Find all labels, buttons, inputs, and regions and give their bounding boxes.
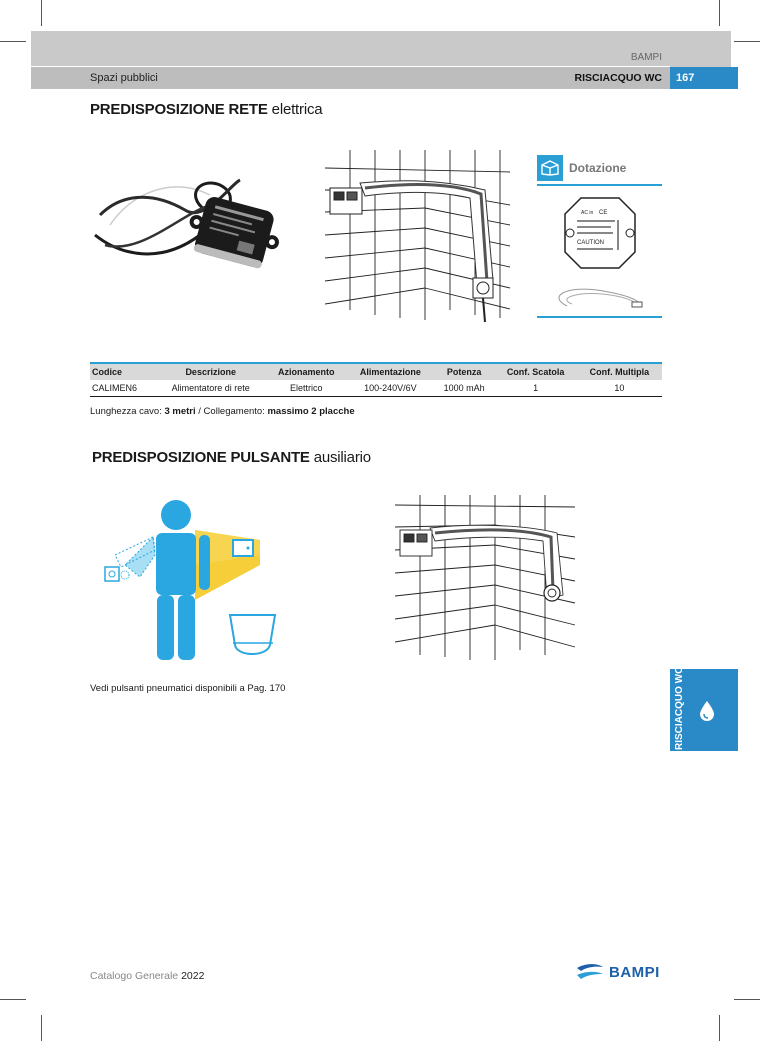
- button-wall-drawing: [395, 495, 580, 665]
- crop-mark: [734, 999, 760, 1000]
- note-prefix: Lunghezza cavo:: [90, 406, 165, 417]
- crop-mark: [41, 1015, 42, 1041]
- footer-catalog-text: Catalogo Generale: [90, 970, 182, 982]
- sensor-person-illustration: [95, 495, 285, 670]
- crop-mark: [719, 0, 720, 26]
- col-conf-multipla: Conf. Multipla: [589, 367, 650, 377]
- power-adapter-photo: [90, 155, 300, 295]
- box-icon: [537, 155, 563, 181]
- cell-descrizione: Alimentatore di rete: [171, 383, 250, 393]
- page-number: 167: [670, 67, 738, 89]
- crop-mark: [41, 0, 42, 26]
- title-rest: ausiliario: [309, 449, 371, 466]
- note-middle: / Collegamento:: [195, 406, 268, 417]
- section-label: Spazi pubblici: [90, 72, 158, 84]
- title-bold: PREDISPOSIZIONE RETE: [90, 101, 268, 118]
- wall-installation-drawing: [325, 150, 515, 325]
- header-divider: [31, 66, 670, 67]
- col-potenza: Potenza: [446, 367, 482, 377]
- dotazione-image: [537, 186, 662, 318]
- section-title-pulsante: [92, 449, 371, 466]
- dotazione-title: Dotazione: [569, 161, 627, 175]
- connection-limit: massimo 2 placche: [267, 406, 355, 417]
- cable-length: 3 metri: [164, 406, 196, 417]
- cell-conf-multipla: 10: [614, 383, 625, 393]
- crop-mark: [0, 999, 26, 1000]
- cable-note: [90, 406, 355, 417]
- crop-mark: [734, 41, 760, 42]
- title-bold: PREDISPOSIZIONE PULSANTE: [92, 449, 310, 466]
- col-alimentazione: Alimentazione: [359, 367, 421, 377]
- product-table: [90, 362, 662, 397]
- crop-mark: [719, 1015, 720, 1041]
- header-brand: BAMPI: [630, 52, 662, 63]
- cell-azionamento: Elettrico: [290, 383, 323, 393]
- cell-codice: CALIMEN6: [92, 383, 138, 393]
- col-conf-scatola: Conf. Scatola: [506, 367, 565, 377]
- col-descrizione: Descrizione: [185, 367, 236, 377]
- table-row: [90, 380, 662, 397]
- cell-alimentazione: 100-240V/6V: [364, 383, 417, 393]
- crop-mark: [0, 41, 26, 42]
- adapter-label-ac: AC in: [581, 210, 594, 216]
- water-drop-icon: [698, 700, 716, 727]
- side-tab-label: RISCIACQUO WC: [674, 666, 685, 750]
- bampi-logo-icon: [575, 963, 605, 981]
- dotazione-header: [537, 152, 662, 186]
- col-azionamento: Azionamento: [278, 367, 335, 377]
- table-header-row: [90, 363, 662, 380]
- svg-text:CE: CE: [599, 210, 608, 216]
- chapter-label: RISCIACQUO WC: [574, 72, 662, 84]
- cell-conf-scatola: 1: [533, 383, 539, 393]
- bampi-logo: [575, 963, 660, 981]
- col-codice: Codice: [92, 367, 123, 377]
- pneumatic-buttons-note: Vedi pulsanti pneumatici disponibili a Pag. 170: [90, 683, 286, 694]
- cell-potenza: 1000 mAh: [443, 383, 485, 393]
- dotazione-panel: [537, 152, 662, 318]
- adapter-label-caution: CAUTION: [577, 240, 604, 246]
- footer-year: 2022: [181, 970, 205, 982]
- footer-catalog: [90, 970, 204, 982]
- section-title-rete: [90, 101, 322, 118]
- title-rest: elettrica: [267, 101, 323, 118]
- logo-text: BAMPI: [609, 963, 660, 981]
